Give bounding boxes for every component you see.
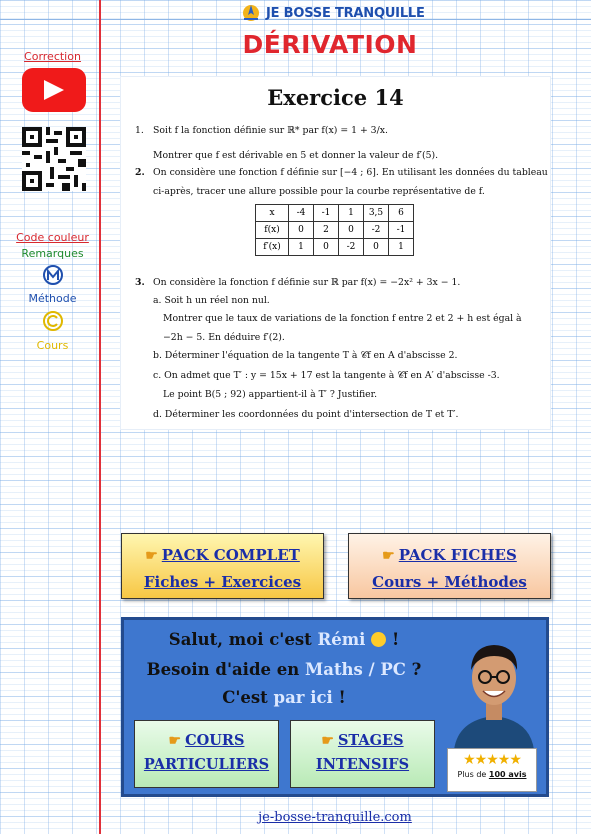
pack-fiches-line2: Cours + Méthodes [372, 573, 527, 591]
pointing-hand-icon: ☛ [382, 548, 395, 564]
legend-methode: Méthode [28, 292, 77, 305]
tutor-promo-box [121, 617, 549, 797]
brand-icon [240, 3, 262, 23]
table-cell: 1 [289, 239, 314, 256]
q3-a-line2: Montrer que le taux de variations de la fonction f entre 2 et 2 + h est égal à [163, 313, 522, 324]
reviews-text [448, 770, 536, 779]
stages-intensifs-button[interactable] [290, 720, 435, 788]
table-cell: 0 [364, 239, 389, 256]
cours-icon [10, 310, 95, 336]
q3-number: 3. [135, 277, 145, 288]
pointing-hand-icon: ☛ [321, 733, 334, 749]
stages-intensifs-line2: INTENSIFS [315, 756, 410, 773]
exercise-title: Exercice 14 [267, 85, 404, 110]
code-couleur-label: Code couleur [16, 231, 89, 244]
table-cell: 3,5 [364, 205, 389, 222]
promo-cta-link[interactable]: par ici [273, 688, 333, 707]
table-cell: 6 [389, 205, 414, 222]
q3-d: d. Déterminer les coordonnées du point d'intersection de T et T′. [153, 409, 459, 420]
tutor-photo [448, 628, 540, 750]
table-cell: f(x) [256, 222, 289, 239]
q3-a-line1: a. Soit h un réel non nul. [153, 295, 270, 306]
rating-stars-icon: ★★★★★ [463, 752, 521, 768]
q3-b: b. Déterminer l'équation de la tangente T à 𝒞f en A d'abscisse 2. [153, 350, 458, 361]
pack-complet-line1: PACK COMPLET [161, 546, 300, 564]
q1-line2: Montrer que f est dérivable en 5 et donner la valeur de f′(5). [153, 150, 439, 161]
promo-greeting-pre: Salut, moi c'est [168, 630, 318, 649]
correction-label-wrap [10, 45, 95, 64]
q2-number: 2. [135, 167, 145, 178]
q2-line2: ci-après, tracer une allure possible pour la courbe représentative de f. [153, 186, 485, 197]
promo-subjects: Maths / PC [304, 660, 406, 679]
exercise-sheet [121, 77, 550, 429]
q3-c-line1: c. On admet que T′ : y = 15x + 17 est la tangente à 𝒞f en A′ d'abscisse -3. [153, 370, 500, 381]
reviews-pre: Plus de [457, 770, 489, 779]
promo-cta-pre: C'est [222, 688, 274, 707]
table-cell: -1 [314, 205, 339, 222]
correction-label: Correction [24, 50, 81, 63]
promo-help-pre: Besoin d'aide en [146, 660, 305, 679]
pack-complet-button[interactable] [121, 533, 324, 599]
table-cell: 0 [339, 222, 364, 239]
footer-link[interactable]: je-bosse-tranquille.com [258, 810, 412, 825]
promo-greeting-post: ! [386, 630, 400, 649]
q3-c-line2: Le point B(5 ; 92) appartient-il à T′ ? Justifier. [163, 389, 378, 400]
table-row [256, 239, 414, 256]
tutor-name: Rémi [317, 630, 366, 649]
table-row [256, 205, 414, 222]
reviews-badge[interactable] [447, 748, 537, 792]
q1-number: 1. [135, 125, 144, 136]
table-cell: 1 [339, 205, 364, 222]
q1-line1: Soit f la fonction définie sur ℝ* par f(x) = 1 + 3/x. [153, 125, 388, 136]
brand-logo[interactable] [240, 3, 440, 23]
legend-remarques: Remarques [21, 247, 84, 260]
table-row [256, 222, 414, 239]
table-cell: 0 [289, 222, 314, 239]
pointing-hand-icon: ☛ [145, 548, 158, 564]
stages-intensifs-line1: STAGES [337, 732, 404, 749]
table-cell: -1 [389, 222, 414, 239]
pack-complet-line2: Fiches + Exercices [143, 573, 302, 591]
pack-fiches-button[interactable] [348, 533, 551, 599]
promo-help-post: ? [405, 660, 422, 679]
play-icon [42, 79, 66, 101]
cours-particuliers-line2: PARTICULIERS [143, 756, 270, 773]
table-cell: -2 [339, 239, 364, 256]
legend-cours: Cours [36, 339, 69, 352]
cours-particuliers-button[interactable] [134, 720, 279, 788]
q2-line1: On considère une fonction f définie sur [−4 ; 6]. En utilisant les données du tableau [153, 167, 548, 178]
values-table [255, 204, 414, 256]
qr-code-icon[interactable] [22, 127, 86, 191]
table-cell: 1 [389, 239, 414, 256]
promo-cta-post: ! [332, 688, 346, 707]
table-cell: f′(x) [256, 239, 289, 256]
table-cell: 2 [314, 222, 339, 239]
methode-icon [10, 264, 95, 290]
code-couleur-label-wrap [10, 226, 95, 245]
table-cell: x [256, 205, 289, 222]
q3-a-line3: −2h − 5. En déduire f′(2). [163, 332, 285, 343]
table-cell: -4 [289, 205, 314, 222]
promo-greeting [124, 630, 444, 649]
youtube-icon[interactable] [22, 68, 86, 112]
cours-particuliers-line1: COURS [185, 732, 245, 749]
pointing-hand-icon: ☛ [168, 733, 182, 749]
smile-icon [371, 632, 386, 647]
q3-intro: On considère la fonction f définie sur ℝ par f(x) = −2x² + 3x − 1. [153, 277, 461, 288]
promo-help [124, 660, 444, 679]
table-cell: 0 [314, 239, 339, 256]
pack-fiches-line1: PACK FICHES [398, 546, 517, 564]
page-title: DÉRIVATION [242, 30, 418, 59]
table-cell: -2 [364, 222, 389, 239]
reviews-count: 100 avis [488, 770, 527, 779]
margin-rule [99, 0, 101, 834]
promo-cta [124, 688, 444, 707]
brand-name: JE BOSSE TRANQUILLE [266, 5, 425, 21]
